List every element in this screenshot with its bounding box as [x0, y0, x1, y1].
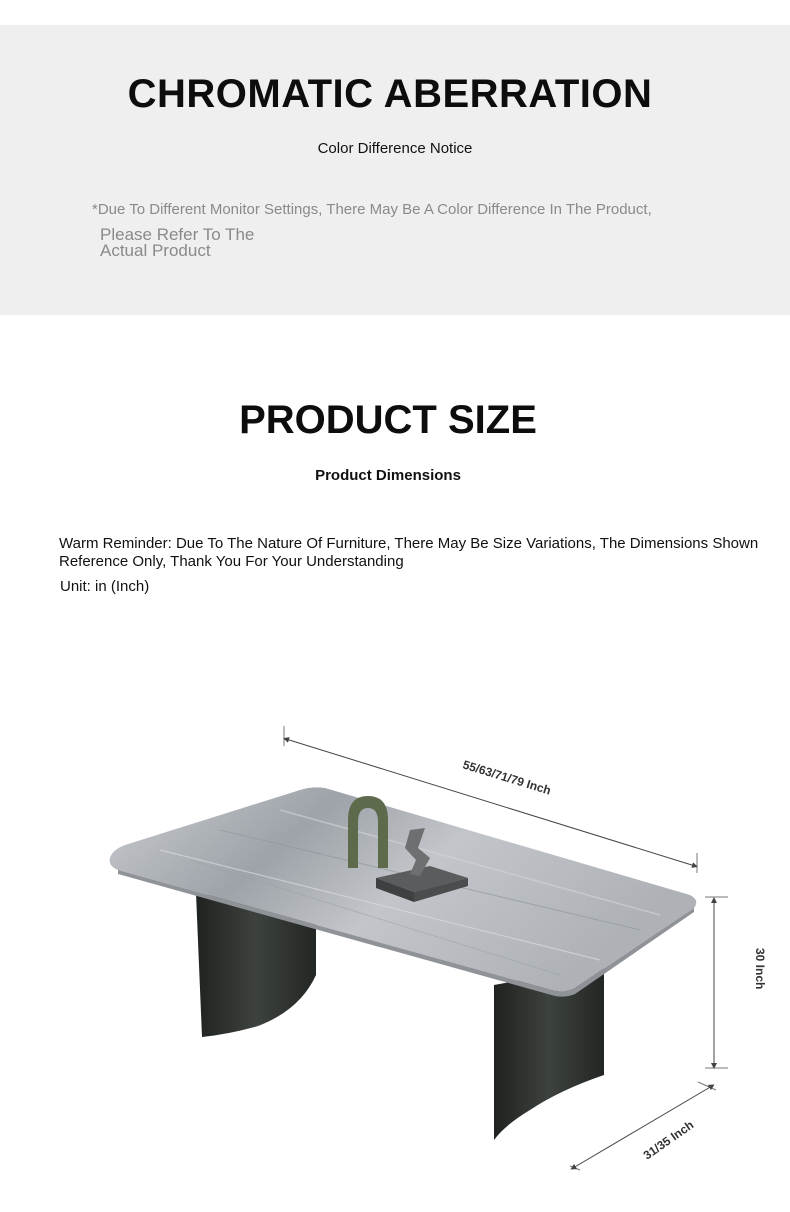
warm-reminder-text: [59, 535, 790, 571]
notice-text-line2: [100, 227, 400, 259]
color-notice-section: [0, 25, 790, 315]
length-label: 55/63/71/79 Inch: [461, 757, 553, 798]
warm-reminder-line1: Warm Reminder: Due To The Nature Of Furniture, There May Be Size Variations, The Dimensions Shown: [59, 535, 759, 552]
width-dimension: [570, 1082, 716, 1170]
unit-label: Unit: in (Inch): [60, 578, 150, 595]
height-dimension: [705, 897, 767, 1068]
chromatic-aberration-title: CHROMATIC ABERRATION: [127, 72, 653, 116]
notice-text-line2b: Actual Product: [100, 241, 211, 260]
color-difference-subtitle: Color Difference Notice: [317, 140, 473, 157]
dining-table-illustration: [0, 700, 790, 1212]
notice-text-line2a: Please Refer To The: [100, 225, 255, 244]
product-size-title: PRODUCT SIZE: [239, 398, 537, 442]
height-label: 30 Inch: [753, 948, 767, 990]
warm-reminder-line2: Reference Only, Thank You For Your Understanding: [59, 553, 404, 570]
product-dimensions-subtitle: Product Dimensions: [315, 467, 461, 484]
width-label: 31/35 Inch: [640, 1117, 697, 1163]
top-spacer: [0, 0, 790, 25]
notice-text-line1: *Due To Different Monitor Settings, There May Be A Color Difference In The Product,: [92, 201, 652, 218]
